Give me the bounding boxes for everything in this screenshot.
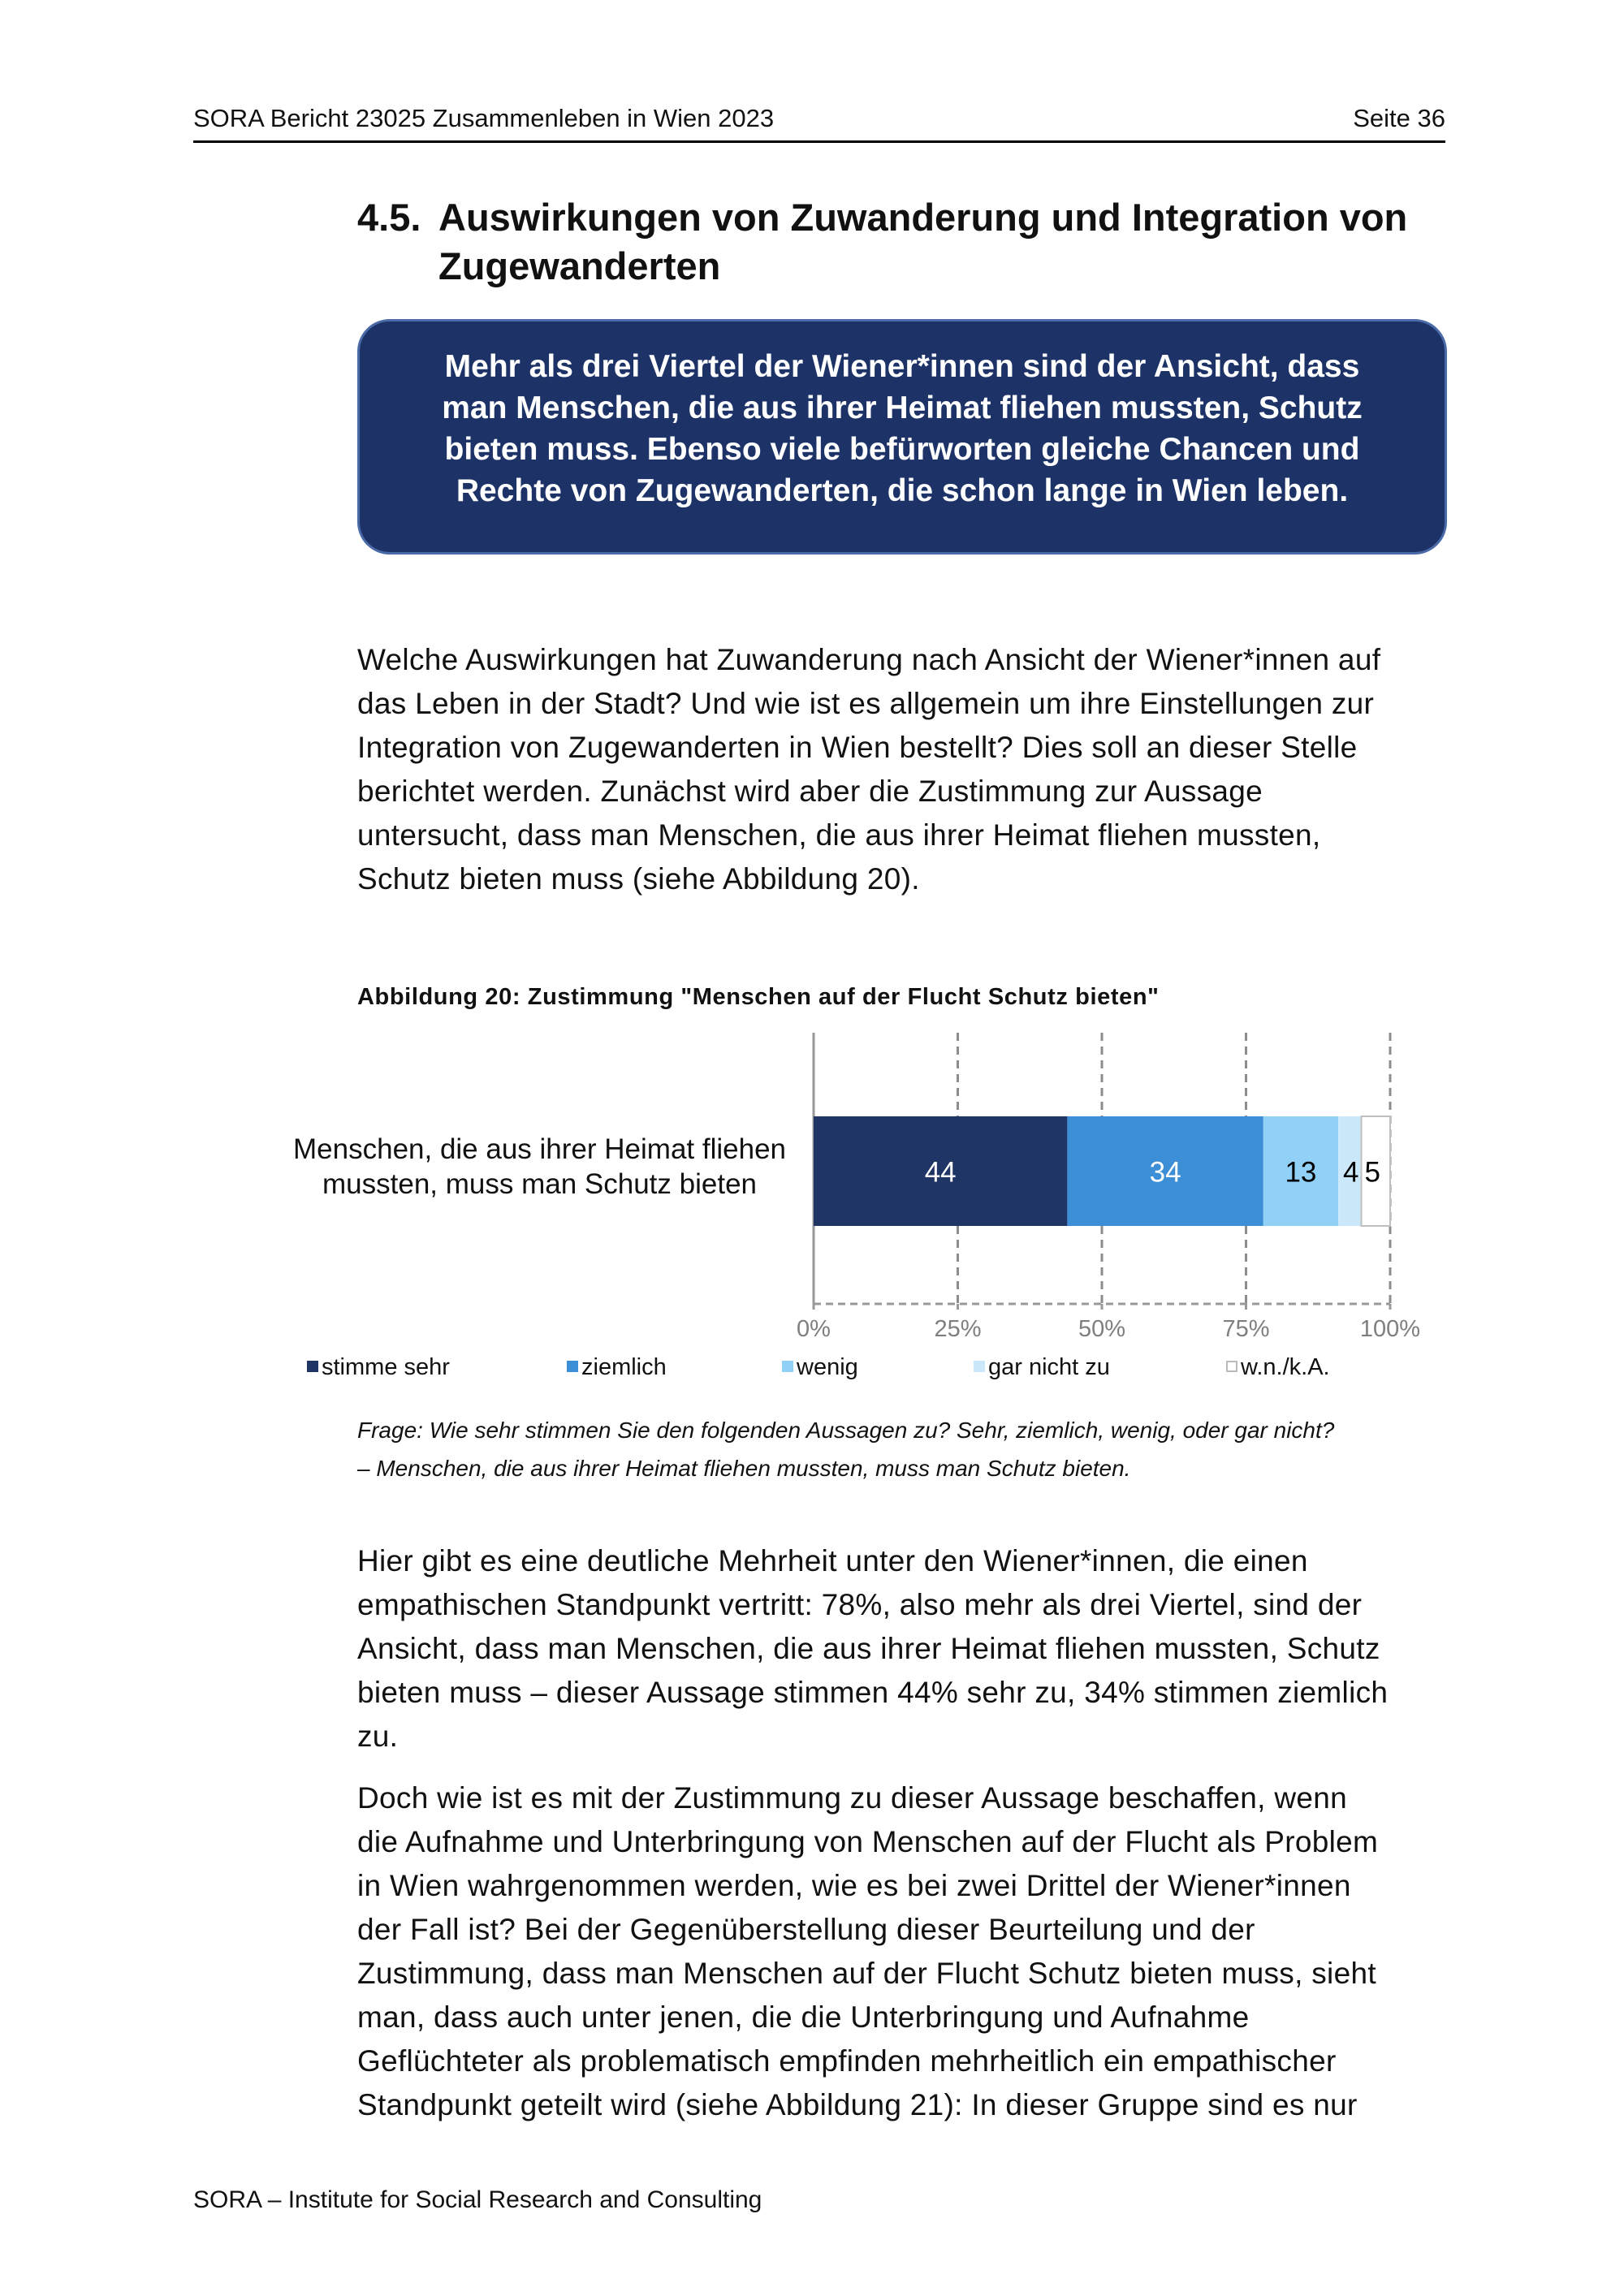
legend-swatch (307, 1361, 318, 1372)
legend-item-wn-ka (1226, 1354, 1330, 1382)
legend-label: ziemlich (581, 1354, 667, 1380)
text-line: Welche Auswirkungen hat Zuwanderung nach Ansicht der Wiener*innen auf (357, 643, 1381, 676)
legend-item-stimme-sehr (307, 1354, 450, 1382)
page-number: Seite 36 (1353, 104, 1445, 132)
text-line: in Wien wahrgenommen werden, wie es bei zwei Drittel der Wiener*innen (357, 1869, 1351, 1902)
text-line: Zustimmung, dass man Menschen auf der Flucht Schutz bieten muss, sieht (357, 1957, 1376, 1990)
bar-value-label: 4 (1343, 1156, 1359, 1189)
text-line: Geflüchteter als problematisch empfinden mehrheitlich ein empathischer (357, 2044, 1337, 2078)
caption-line: – Menschen, die aus ihrer Heimat fliehen mussten, muss man Schutz bieten. (357, 1456, 1131, 1481)
legend-swatch (974, 1361, 985, 1372)
figure-caption (357, 1411, 1494, 1487)
callout-line: Rechte von Zugewanderten, die schon lange in Wien leben. (456, 473, 1349, 508)
text-line: Integration von Zugewanderten in Wien bestellt? Dies soll an dieser Stelle (357, 731, 1358, 764)
caption-line: Frage: Wie sehr stimmen Sie den folgenden Aussagen zu? Sehr, ziemlich, wenig, oder gar nicht? (357, 1418, 1335, 1443)
report-title: SORA Bericht 23025 Zusammenleben in Wien 2023 (193, 104, 775, 132)
category-label-line-2: mussten, muss man Schutz bieten (322, 1168, 757, 1200)
x-tick-label: 0% (797, 1316, 831, 1342)
text-line: die Aufnahme und Unterbringung von Menschen auf der Flucht als Problem (357, 1825, 1379, 1858)
bar-value-label: 13 (1285, 1156, 1317, 1189)
x-tick-label: 50% (1078, 1316, 1126, 1342)
section-number: 4.5. (357, 196, 421, 239)
legend-swatch (782, 1361, 793, 1372)
text-line: empathischen Standpunkt vertritt: 78%, also mehr als drei Viertel, sind der (357, 1588, 1363, 1621)
text-line: man, dass auch unter jenen, die die Unterbringung und Aufnahme (357, 2000, 1250, 2034)
text-line: Doch wie ist es mit der Zustimmung zu dieser Aussage beschaffen, wenn (357, 1781, 1347, 1815)
chart-tick-labels (797, 1304, 1420, 1342)
callout-line: Mehr als drei Viertel der Wiener*innen sind der Ansicht, dass (444, 349, 1360, 384)
figure-title: Abbildung 20: Zustimmung "Menschen auf der Flucht Schutz bieten" (357, 984, 1160, 1010)
legend-item-gar-nicht-zu (974, 1354, 1110, 1382)
bar-value-label: 44 (924, 1156, 957, 1189)
intro-paragraph (357, 638, 1449, 901)
legend-label: gar nicht zu (988, 1354, 1110, 1380)
category-label-line-1: Menschen, die aus ihrer Heimat fliehen (293, 1133, 786, 1165)
section-heading (357, 193, 1445, 291)
summary-callout (357, 319, 1447, 555)
bar-value-label: 34 (1149, 1156, 1181, 1189)
legend-label: wenig (797, 1354, 858, 1380)
x-tick-label: 100% (1359, 1316, 1421, 1342)
text-line: Standpunkt geteilt wird (siehe Abbildung 21): In dieser Gruppe sind es nur (357, 2088, 1358, 2121)
text-line: Schutz bieten muss (siehe Abbildung 20). (357, 862, 920, 896)
page-footer: SORA – Institute for Social Research and Consulting (193, 2186, 762, 2213)
text-line: der Fall ist? Bei der Gegenüberstellung dieser Beurteilung und der (357, 1913, 1255, 1946)
bar-value-label: 5 (1364, 1156, 1380, 1189)
legend-label: w.n./k.A. (1241, 1354, 1330, 1380)
x-tick-label: 25% (934, 1316, 982, 1342)
text-line: zu. (357, 1720, 399, 1753)
legend-swatch (1226, 1361, 1237, 1372)
section-title: Auswirkungen von Zuwanderung und Integration von Zugewanderten (438, 196, 1408, 287)
x-tick-label: 75% (1222, 1316, 1270, 1342)
body-paragraph-1 (357, 1539, 1449, 1759)
page-header (193, 101, 1445, 143)
text-line: Hier gibt es eine deutliche Mehrheit unter den Wiener*innen, die einen (357, 1544, 1308, 1577)
legend-swatch (567, 1361, 578, 1372)
legend-item-ziemlich (567, 1354, 667, 1382)
text-line: untersucht, dass man Menschen, die aus ihrer Heimat fliehen mussten, (357, 818, 1321, 852)
legend-item-wenig (782, 1354, 858, 1382)
text-line: Ansicht, dass man Menschen, die aus ihrer Heimat fliehen mussten, Schutz (357, 1632, 1380, 1665)
callout-line: bieten muss. Ebenso viele befürworten gleiche Chancen und (444, 432, 1360, 467)
legend-label: stimme sehr (322, 1354, 450, 1380)
text-line: das Leben in der Stadt? Und wie ist es allgemein um ihre Einstellungen zur (357, 687, 1375, 720)
text-line: bieten muss – dieser Aussage stimmen 44% sehr zu, 34% stimmen ziemlich (357, 1676, 1389, 1709)
callout-line: man Menschen, die aus ihrer Heimat fliehen mussten, Schutz (442, 391, 1363, 425)
text-line: berichtet werden. Zunächst wird aber die Zustimmung zur Aussage (357, 775, 1263, 808)
body-paragraph-2 (357, 1776, 1449, 2127)
stacked-bar-chart (244, 1023, 1429, 1348)
